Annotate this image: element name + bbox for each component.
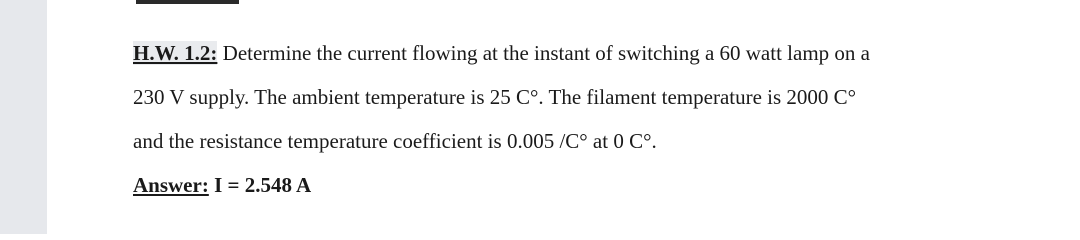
answer-value: I = 2.548 A (208, 173, 312, 197)
answer-label: Answer: (133, 173, 209, 197)
answer-line (133, 172, 311, 198)
problem-line-3: and the resistance temperature coefficient is 0.005 /C° at 0 C°. (133, 129, 657, 153)
problem-text-1: Determine the current flowing at the instant of switching a 60 watt lamp on a (217, 41, 870, 65)
problem-line-1 (133, 40, 870, 66)
left-margin (0, 0, 47, 234)
problem-label: H.W. 1.2: (133, 41, 218, 65)
problem-line-2: 230 V supply. The ambient temperature is 25 C°. The filament temperature is 2000 C° (133, 85, 857, 109)
top-rule (136, 0, 239, 4)
